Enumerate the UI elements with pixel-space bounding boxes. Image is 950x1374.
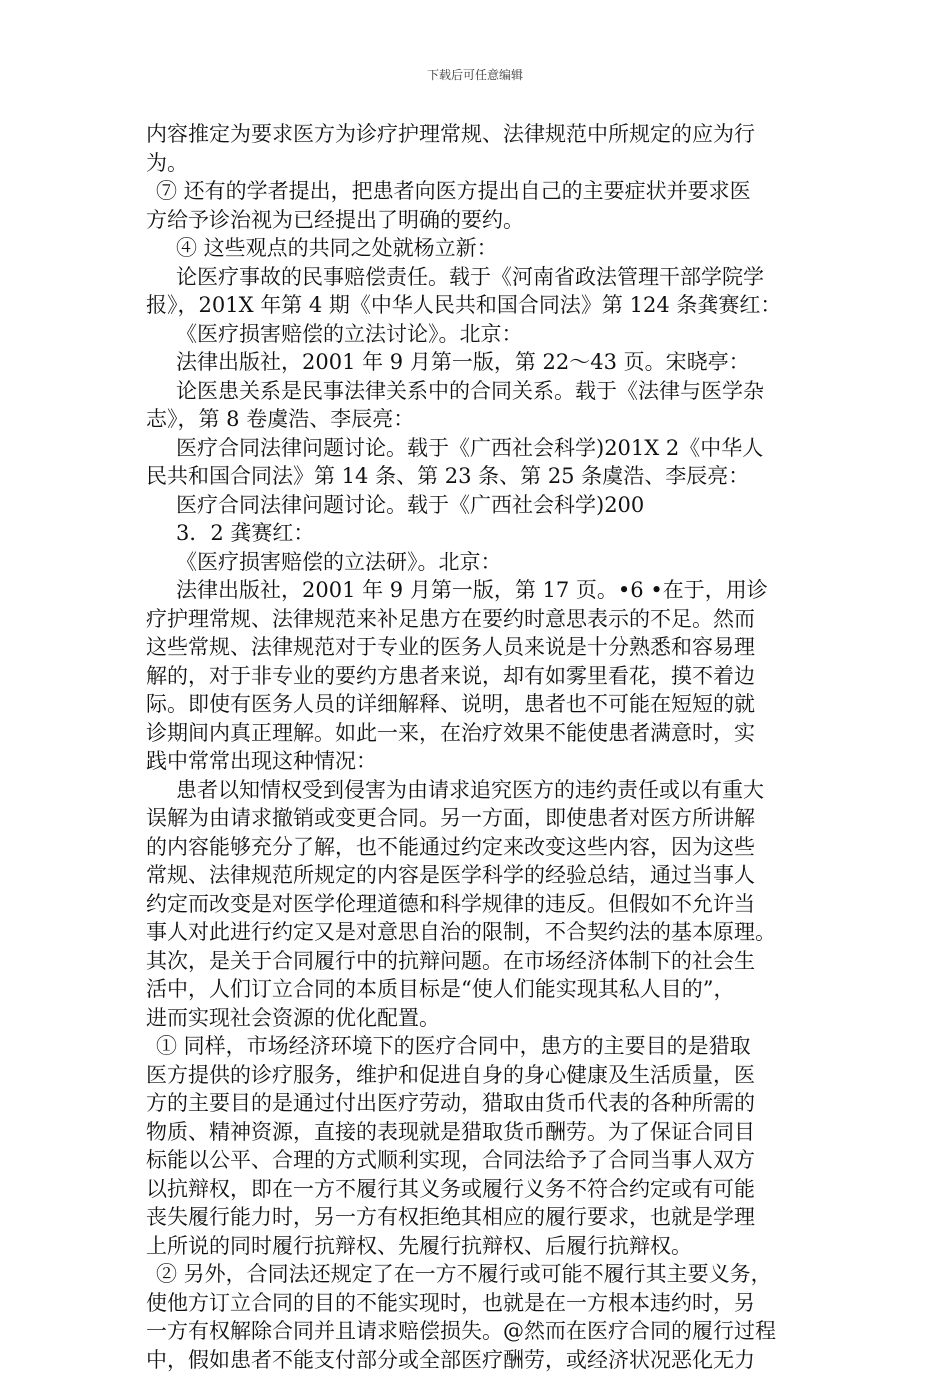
text-line: 使他方订立合同的目的不能实现时，也就是在一方根本违约时，另 <box>146 1289 814 1318</box>
text-line: 以抗辩权，即在一方不履行其义务或履行义务不符合约定或有可能 <box>146 1175 814 1204</box>
text-line: 医疗合同法律问题讨论。载于《广西社会科学)200 <box>146 491 814 520</box>
text-line: 一方有权解除合同并且请求赔偿损失。@然而在医疗合同的履行过程 <box>146 1317 814 1346</box>
text-line: 法律出版社，2001 年 9 月第一版，第 17 页。•6 •在于，用诊 <box>146 576 814 605</box>
text-line: 方的主要目的是通过付出医疗劳动，猎取由货币代表的各种所需的 <box>146 1089 814 1118</box>
text-line: 3．2 龚赛红： <box>146 519 814 548</box>
text-line: 民共和国合同法》第 14 条、第 23 条、第 25 条虞浩、李辰亮： <box>146 462 814 491</box>
text-line: 为。 <box>146 149 814 178</box>
text-line: 活中，人们订立合同的本质目标是“使人们能实现其私人目的”， <box>146 975 814 1004</box>
text-line: 报》，201X 年第 4 期《中华人民共和国合同法》第 124 条龚赛红： <box>146 291 814 320</box>
text-line: 常规、法律规范所规定的内容是医学科学的经验总结，通过当事人 <box>146 861 814 890</box>
text-line: 《医疗损害赔偿的立法研》。北京： <box>146 548 814 577</box>
text-line: 标能以公平、合理的方式顺利实现，合同法给予了合同当事人双方 <box>146 1146 814 1175</box>
text-line: 中，假如患者不能支付部分或全部医疗酬劳，或经济状况恶化无力 <box>146 1346 814 1374</box>
text-line: 诊期间内真正理解。如此一来，在治疗效果不能使患者满意时，实 <box>146 719 814 748</box>
text-line: 践中常常出现这种情况： <box>146 747 814 776</box>
text-line: 进而实现社会资源的优化配置。 <box>146 1004 814 1033</box>
text-line: ⑦ 还有的学者提出，把患者向医方提出自己的主要症状并要求医 <box>146 177 814 206</box>
text-line: 上所说的同时履行抗辩权、先履行抗辩权、后履行抗辩权。 <box>146 1232 814 1261</box>
text-line: 志》，第 8 卷虞浩、李辰亮： <box>146 405 814 434</box>
text-line: 《医疗损害赔偿的立法讨论》。北京： <box>146 320 814 349</box>
text-line: ② 另外，合同法还规定了在一方不履行或可能不履行其主要义务， <box>146 1260 814 1289</box>
text-line: 约定而改变是对医学伦理道德和科学规律的违反。但假如不允许当 <box>146 890 814 919</box>
text-line: 误解为由请求撤销或变更合同。另一方面，即使患者对医方所讲解 <box>146 804 814 833</box>
text-line: 际。即使有医务人员的详细解释、说明，患者也不可能在短短的就 <box>146 690 814 719</box>
text-line: 其次，是关于合同履行中的抗辩问题。在市场经济体制下的社会生 <box>146 947 814 976</box>
text-line: 解的，对于非专业的要约方患者来说，却有如雾里看花，摸不着边 <box>146 662 814 691</box>
text-line: 患者以知情权受到侵害为由请求追究医方的违约责任或以有重大 <box>146 776 814 805</box>
text-line: 医方提供的诊疗服务，维护和促进自身的身心健康及生活质量，医 <box>146 1061 814 1090</box>
text-line: ① 同样，市场经济环境下的医疗合同中，患方的主要目的是猎取 <box>146 1032 814 1061</box>
text-line: 法律出版社，2001 年 9 月第一版，第 22～43 页。宋晓亭： <box>146 348 814 377</box>
text-line: 疗护理常规、法律规范来补足患方在要约时意思表示的不足。然而 <box>146 605 814 634</box>
text-line: 的内容能够充分了解，也不能通过约定来改变这些内容，因为这些 <box>146 833 814 862</box>
text-line: 内容推定为要求医方为诊疗护理常规、法律规范中所规定的应为行 <box>146 120 814 149</box>
text-line: 丧失履行能力时，另一方有权拒绝其相应的履行要求，也就是学理 <box>146 1203 814 1232</box>
text-line: 物质、精神资源，直接的表现就是猎取货币酬劳。为了保证合同目 <box>146 1118 814 1147</box>
page-header: 下载后可任意编辑 <box>0 66 950 83</box>
text-line: ④ 这些观点的共同之处就杨立新： <box>146 234 814 263</box>
text-line: 论医患关系是民事法律关系中的合同关系。载于《法律与医学杂 <box>146 377 814 406</box>
text-line: 事人对此进行约定又是对意思自治的限制，不合契约法的基本原理。 <box>146 918 814 947</box>
text-line: 方给予诊治视为已经提出了明确的要约。 <box>146 206 814 235</box>
text-line: 医疗合同法律问题讨论。载于《广西社会科学)201X 2《中华人 <box>146 434 814 463</box>
text-line: 这些常规、法律规范对于专业的医务人员来说是十分熟悉和容易理 <box>146 633 814 662</box>
text-line: 论医疗事故的民事赔偿责任。载于《河南省政法管理干部学院学 <box>146 263 814 292</box>
document-body <box>146 120 814 1374</box>
